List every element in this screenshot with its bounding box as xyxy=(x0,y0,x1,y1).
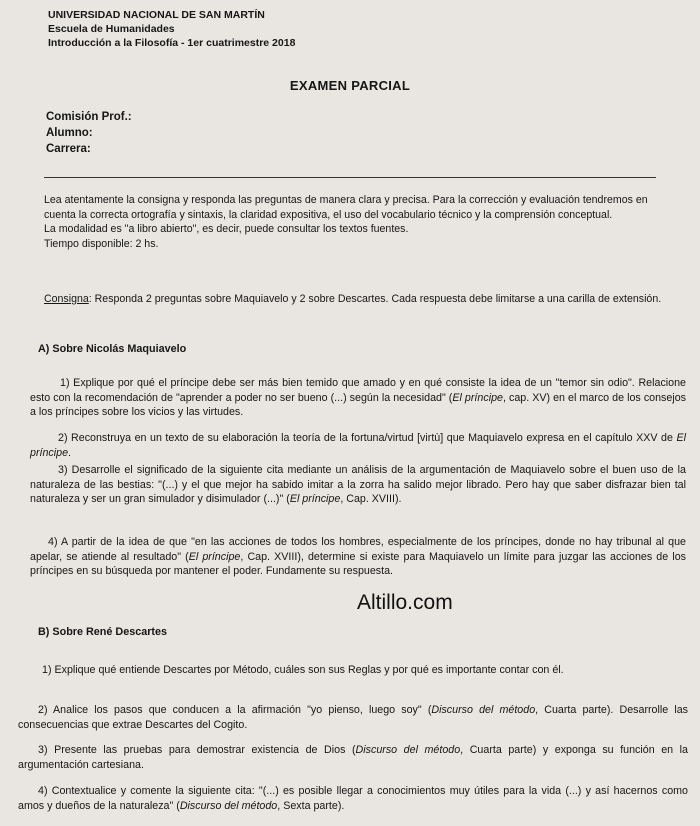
instructions-modality: La modalidad es "a libro abierto", es decir, puede consultar los textos fuentes. xyxy=(44,223,409,235)
question-b3: 3) Presente las pruebas para demostrar existencia de Dios (Discurso del método, Cuarta parte) y exponga su función en la argumentación cartesiana. xyxy=(18,744,689,771)
university-name: UNIVERSIDAD NACIONAL DE SAN MARTÍN xyxy=(48,9,265,21)
course-name: Introducción a la Filosofía - 1er cuatrimestre 2018 xyxy=(48,37,296,49)
question-a2: 2) Reconstruya en un texto de su elaboración la teoría de la fortuna/virtud [virtù] que Maquiavelo expresa en el capítulo XXV de El príncipe. xyxy=(30,432,686,459)
divider-line xyxy=(44,177,656,178)
section-b-heading: B) Sobre René Descartes xyxy=(38,626,168,638)
question-a3: 3) Desarrolle el significado de la siguiente cita mediante un análisis de la argumentación de Maquiavelo sobre el buen uso de la naturaleza de las bestias: "(...) y el que mejor ha sabido imitar a la zorra ha salido mejor librado. Pero hay que saber disfrazar bien tal naturaleza y ser un gran simulador y disimulador (...)" (El príncipe, Cap. XVIII). xyxy=(30,464,686,506)
instructions-time: Tiempo disponible: 2 hs. xyxy=(44,237,159,250)
instructions-paragraph: Lea atentamente la consigna y responda las preguntas de manera clara y precisa. Para la corrección y evaluación tendremos en cuenta la correcta ortografía y sintaxis, la claridad expositiva, el uso del vocabulario técnico y la comprensión conceptual. xyxy=(44,194,648,221)
question-a4: 4) A partir de la idea de que "en las acciones de todos los hombres, especialmente de los príncipes, donde no hay tribunal al que apelar, se atiende al resultado" (El príncipe, Cap. XVIII), determine si existe para Maquiavelo un límite para juzgar las acciones de los príncipes en su búsqueda por mantener el poder. Fundamente su respuesta. xyxy=(30,536,686,578)
instructions xyxy=(44,193,664,251)
exam-header xyxy=(48,8,295,50)
question-b1: 1) Explique qué entiende Descartes por Método, cuáles son sus Reglas y por qué es importante contar con él. xyxy=(42,664,564,676)
question-b4: 4) Contextualice y comente la siguiente cita: "(...) es posible llegar a conocimientos muy útiles para la vida (...) y así hacernos como amos y dueños de la naturaleza" (Discurso del método, Sexta parte). xyxy=(18,785,688,812)
field-alumno: Alumno: xyxy=(46,127,93,139)
question-b2: 2) Analice los pasos que conducen a la afirmación "yo pienso, luego soy" (Discurso del método, Cuarta parte). Desarrolle las consecuencias que extrae Descartes del Cogito. xyxy=(18,704,688,731)
question-a1: 1) Explique por qué el príncipe debe ser más bien temido que amado y en qué consiste la idea de un "temor sin odio". Relacione esto con la recomendación de "aprender a poder no ser bueno (...) según la necesidad" (El príncipe, cap. XV) en el marco de los consejos a los príncipes sobre los vicios y las virtudes. xyxy=(30,377,687,419)
field-comision: Comisión Prof.: xyxy=(46,111,132,123)
student-fields xyxy=(46,109,132,157)
altillo-watermark: Altillo.com xyxy=(357,591,453,614)
exam-title: EXAMEN PARCIAL xyxy=(289,78,411,93)
consigna xyxy=(44,292,664,307)
school-name: Escuela de Humanidades xyxy=(48,23,175,35)
consigna-label: Consigna xyxy=(44,293,89,305)
consigna-text: : Responda 2 preguntas sobre Maquiavelo y 2 sobre Descartes. Cada respuesta debe limitarse a una carilla de extensión. xyxy=(88,293,662,305)
field-carrera: Carrera: xyxy=(46,143,91,155)
section-a-heading: A) Sobre Nicolás Maquiavelo xyxy=(38,343,187,355)
